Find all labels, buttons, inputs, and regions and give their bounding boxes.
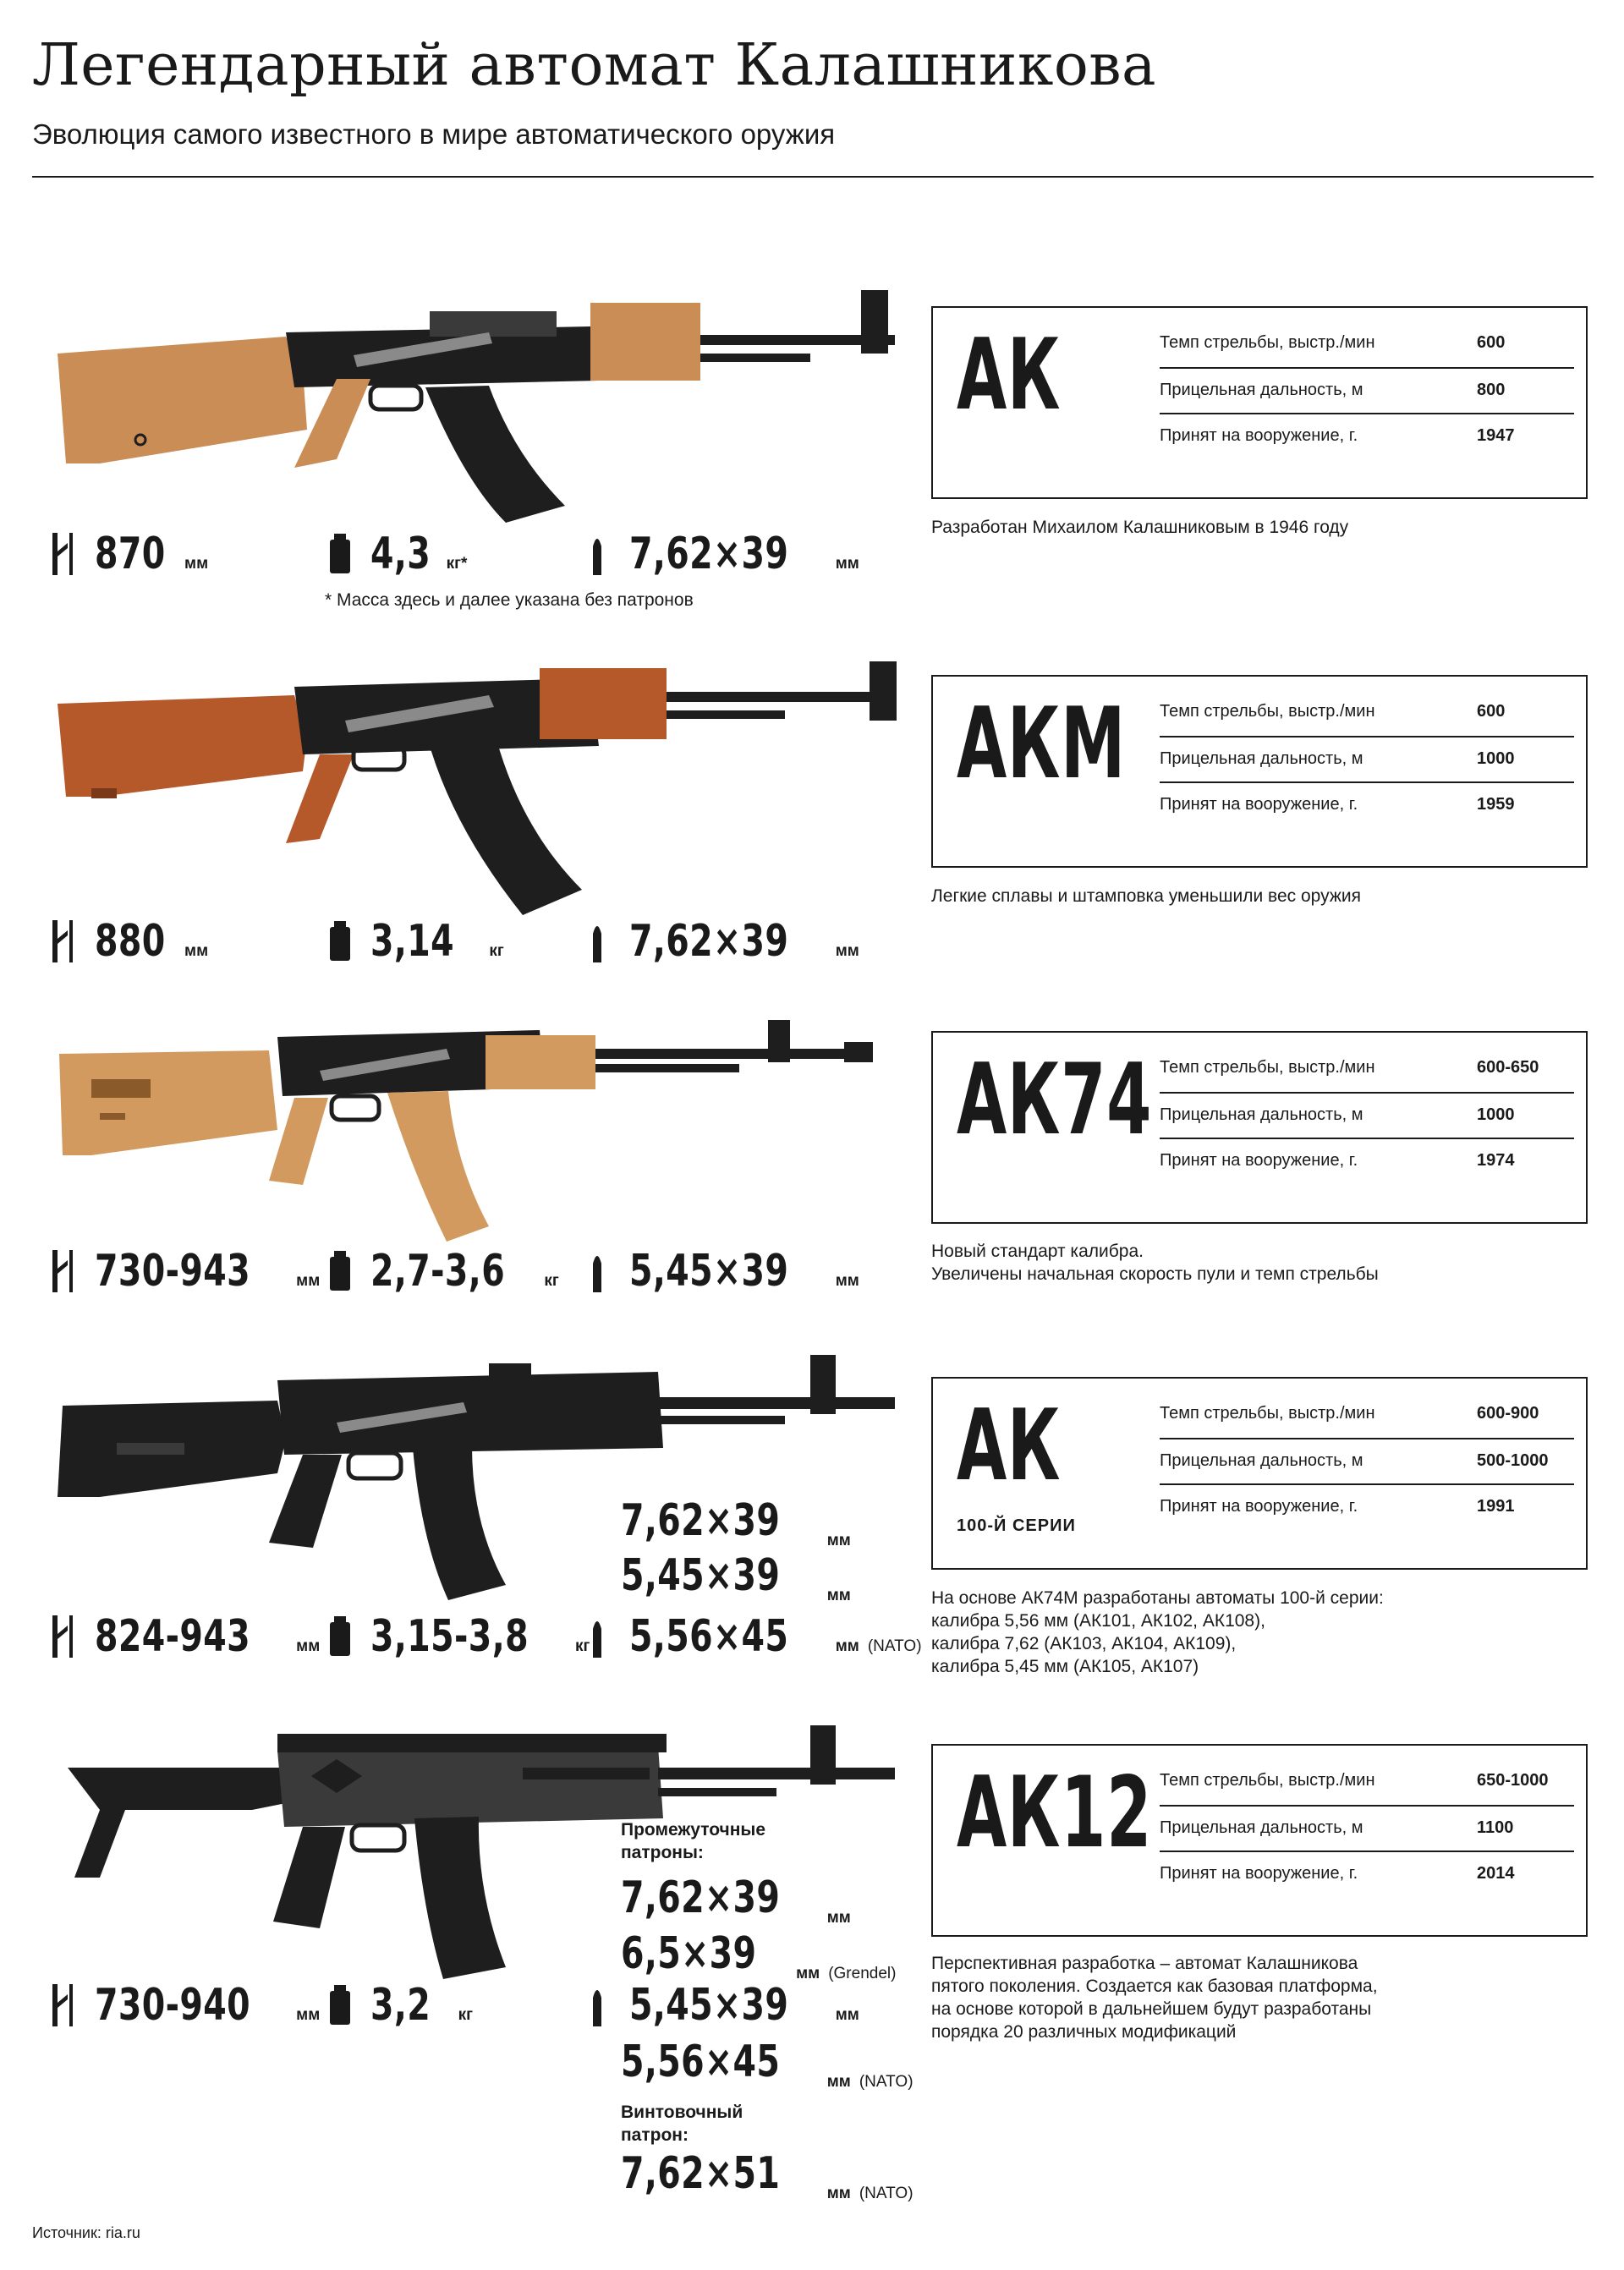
ak100-caliber-line: [621, 1495, 851, 1549]
ak12-caliber-unit: мм: [826, 1909, 851, 1927]
ak100-caliber-value: 5,45×39: [621, 1550, 781, 1601]
bullet-icon: [584, 529, 612, 578]
ak74-adopted-row: [1160, 1139, 1574, 1182]
ak-rate-value: 600: [1477, 332, 1506, 352]
ak74-caliber-value: 5,45×39: [629, 1246, 789, 1297]
weight-icon: [325, 1981, 354, 2030]
ak74-spec-card: [931, 1031, 1588, 1224]
ak74-length-value: 730-943: [95, 1246, 251, 1297]
ak12-caliber-unit: мм: [826, 2185, 851, 2202]
ak74-length: [49, 1242, 320, 1301]
ak12-adopted-value: 2014: [1477, 1863, 1515, 1883]
ak100-range-row: [1160, 1439, 1574, 1482]
length-icon: [49, 1981, 78, 2030]
akm-length-value: 880: [95, 916, 166, 967]
ak100-length-unit: мм: [296, 1637, 321, 1655]
ak100-range-value: 500-1000: [1477, 1450, 1549, 1470]
ak74-mass-unit: кг: [544, 1272, 559, 1290]
ak12-caliber: [584, 1976, 859, 2035]
ak100-caliber-value: 7,62×39: [621, 1495, 781, 1546]
ak100-adopted-value: 1991: [1477, 1496, 1515, 1516]
ak100-caliber: [584, 1607, 922, 1666]
source-credit: Источник: ria.ru: [32, 2224, 140, 2241]
range-label: Прицельная дальность, м: [1160, 1105, 1363, 1124]
ak12-range-value: 1100: [1477, 1818, 1514, 1837]
rate-label: Темп стрельбы, выстр./мин: [1160, 332, 1375, 352]
ak-range-value: 800: [1477, 380, 1506, 399]
ak12-caliber-value: 5,45×39: [629, 1980, 789, 2031]
ak74-model-name: АК74: [957, 1043, 1153, 1157]
ak-caliber-unit: мм: [835, 555, 859, 573]
akm-caliber-unit: мм: [835, 942, 859, 960]
ak12-caliber-unit: мм: [796, 1965, 820, 1982]
ak12-adopted-row: [1160, 1852, 1574, 1894]
ak100-rate-value: 600-900: [1477, 1403, 1539, 1423]
weight-icon: [325, 917, 354, 966]
bullet-icon: [584, 917, 612, 966]
ak74-range-row: [1160, 1094, 1574, 1136]
ak12-caliber-value: 6,5×39: [621, 1928, 757, 1979]
ak-rate-row: [1160, 321, 1574, 364]
page-title: Легендарный автомат Калашникова: [32, 32, 1157, 99]
akm-range-row: [1160, 737, 1574, 780]
ak100-caliber-line: [621, 1550, 851, 1604]
ak74-mass-value: 2,7-3,6: [370, 1246, 506, 1297]
ak12-range-row: [1160, 1807, 1574, 1849]
ak100-caliber-unit: мм: [826, 1532, 851, 1549]
length-icon: [49, 917, 78, 966]
akm-caliber: [584, 912, 859, 971]
akm-mass-unit: кг: [489, 942, 504, 960]
akm-mass: [325, 912, 504, 971]
range-label: Прицельная дальность, м: [1160, 1450, 1363, 1470]
ak12-caliber-value: 5,56×45: [621, 2037, 781, 2087]
range-label: Прицельная дальность, м: [1160, 380, 1363, 399]
ak100-caliber-value: 5,56×45: [629, 1611, 789, 1662]
ak-adopted-value: 1947: [1477, 425, 1515, 445]
ak-mass-unit: кг*: [446, 555, 468, 573]
akm-rifle-illustration: [15, 661, 912, 915]
ak74-rate-row: [1160, 1046, 1574, 1088]
ak12-intermediate-label: Промежуточные патроны:: [621, 1820, 766, 1862]
ak74-caliber: [584, 1242, 859, 1301]
ak12-caliber-line: [621, 2148, 914, 2202]
ak-description: Разработан Михаилом Калашниковым в 1946 году: [931, 518, 1349, 537]
akm-length-unit: мм: [184, 942, 209, 960]
header-divider: [32, 176, 1594, 178]
bullet-icon: [584, 1981, 612, 2030]
ak-model-name: АК: [957, 318, 1062, 432]
akm-caliber-value: 7,62×39: [629, 916, 789, 967]
weight-icon: [325, 1247, 354, 1296]
ak12-caliber-unit: мм: [826, 2073, 851, 2091]
ak-length: [49, 524, 208, 584]
nato-note: (NATO): [859, 2185, 914, 2202]
ak-caliber-value: 7,62×39: [629, 529, 789, 579]
ak100-model-name: АК: [957, 1389, 1062, 1503]
ak12-rifle-label: Винтовочный патрон:: [621, 2103, 743, 2145]
ak-adopted-row: [1160, 414, 1574, 457]
akm-rate-row: [1160, 690, 1574, 732]
weight-icon: [325, 529, 354, 578]
ak12-mass-value: 3,2: [370, 1980, 431, 2031]
ak12-rate-row: [1160, 1759, 1574, 1801]
ak100-length: [49, 1607, 320, 1666]
ak12-mass-unit: кг: [458, 2006, 474, 2024]
ak74-caliber-unit: мм: [835, 1272, 859, 1290]
ak12-caliber-unit: мм: [835, 2006, 859, 2024]
ak100-mass: [325, 1607, 590, 1666]
grendel-note: (Grendel): [828, 1965, 897, 1982]
ak74-adopted-value: 1974: [1477, 1150, 1515, 1170]
ak74-description: Новый стандарт калибра. Увеличены начальная скорость пули и темп стрельбы: [931, 1242, 1379, 1284]
ak-range-row: [1160, 369, 1574, 411]
ak12-caliber-line: [621, 1928, 897, 1982]
akm-mass-value: 3,14: [370, 916, 455, 967]
nato-note: (NATO): [859, 2073, 914, 2091]
adopted-label: Принят на вооружение, г.: [1160, 1150, 1358, 1170]
ak12-rate-value: 650-1000: [1477, 1770, 1549, 1790]
adopted-label: Принят на вооружение, г.: [1160, 425, 1358, 445]
ak100-adopted-row: [1160, 1485, 1574, 1527]
mass-footnote: * Масса здесь и далее указана без патронов: [325, 590, 694, 610]
ak100-model-subtitle: 100-Й СЕРИИ: [957, 1516, 1076, 1535]
rate-label: Темп стрельбы, выстр./мин: [1160, 1403, 1375, 1423]
akm-rate-value: 600: [1477, 701, 1506, 721]
adopted-label: Принят на вооружение, г.: [1160, 794, 1358, 814]
ak12-caliber-value: 7,62×39: [621, 1872, 781, 1923]
adopted-label: Принят на вооружение, г.: [1160, 1496, 1358, 1516]
ak-length-unit: мм: [184, 555, 209, 573]
akm-range-value: 1000: [1477, 748, 1515, 768]
ak100-description: На основе АК74М разработаны автоматы 100-й серии: калибра 5,56 мм (АК101, АК102, АК108), калибра 7,62 (АК103, АК104, АК109), калибра 5,45 мм (АК105, АК107): [931, 1588, 1384, 1676]
page-subtitle: Эволюция самого известного в мире автоматического оружия: [32, 118, 836, 150]
ak100-mass-value: 3,15-3,8: [370, 1611, 529, 1662]
range-label: Прицельная дальность, м: [1160, 1818, 1363, 1837]
ak-rifle-illustration: [15, 286, 912, 523]
rate-label: Темп стрельбы, выстр./мин: [1160, 1057, 1375, 1077]
length-icon: [49, 529, 78, 578]
ak-spec-card: [931, 306, 1588, 499]
nato-note: (NATO): [867, 1637, 922, 1655]
akm-model-name: АКМ: [957, 687, 1127, 801]
ak74-range-value: 1000: [1477, 1105, 1515, 1124]
akm-description: Легкие сплавы и штамповка уменьшили вес оружия: [931, 886, 1361, 906]
ak-length-value: 870: [95, 529, 166, 579]
ak12-description: Перспективная разработка – автомат Калашникова пятого поколения. Создается как базовая платформа, на основе которой в дальнейшем будут разработаны порядка 20 различных модификаций: [931, 1954, 1378, 2042]
ak100-rate-row: [1160, 1392, 1574, 1434]
ak12-length-value: 730-940: [95, 1980, 251, 2031]
ak12-length-unit: мм: [296, 2006, 321, 2024]
ak12-caliber-value: 7,62×51: [621, 2148, 781, 2199]
akm-adopted-row: [1160, 783, 1574, 825]
ak12-caliber-line: [621, 1872, 851, 1927]
akm-adopted-value: 1959: [1477, 794, 1515, 814]
ak100-mass-unit: кг: [575, 1637, 590, 1655]
akm-spec-card: [931, 675, 1588, 868]
weight-icon: [325, 1612, 354, 1661]
ak12-mass: [325, 1976, 473, 2035]
ak100-caliber-unit: мм: [835, 1637, 859, 1655]
ak74-mass: [325, 1242, 559, 1301]
ak-mass: [325, 524, 467, 584]
akm-length: [49, 912, 208, 971]
ak74-rifle-illustration: [15, 1020, 912, 1248]
ak12-spec-card: [931, 1744, 1588, 1937]
ak12-caliber-line: [621, 2037, 914, 2091]
bullet-icon: [584, 1247, 612, 1296]
ak100-caliber-unit: мм: [826, 1587, 851, 1604]
ak-caliber: [584, 524, 859, 584]
range-label: Прицельная дальность, м: [1160, 748, 1363, 768]
bullet-icon: [584, 1612, 612, 1661]
ak100-spec-card: [931, 1377, 1588, 1570]
ak12-length: [49, 1976, 320, 2035]
ak12-model-name: АК12: [957, 1756, 1153, 1870]
ak-mass-value: 4,3: [370, 529, 431, 579]
rate-label: Темп стрельбы, выстр./мин: [1160, 1770, 1375, 1790]
ak74-length-unit: мм: [296, 1272, 321, 1290]
ak100-length-value: 824-943: [95, 1611, 251, 1662]
length-icon: [49, 1612, 78, 1661]
rate-label: Темп стрельбы, выстр./мин: [1160, 701, 1375, 721]
ak74-rate-value: 600-650: [1477, 1057, 1539, 1077]
length-icon: [49, 1247, 78, 1296]
adopted-label: Принят на вооружение, г.: [1160, 1863, 1358, 1883]
